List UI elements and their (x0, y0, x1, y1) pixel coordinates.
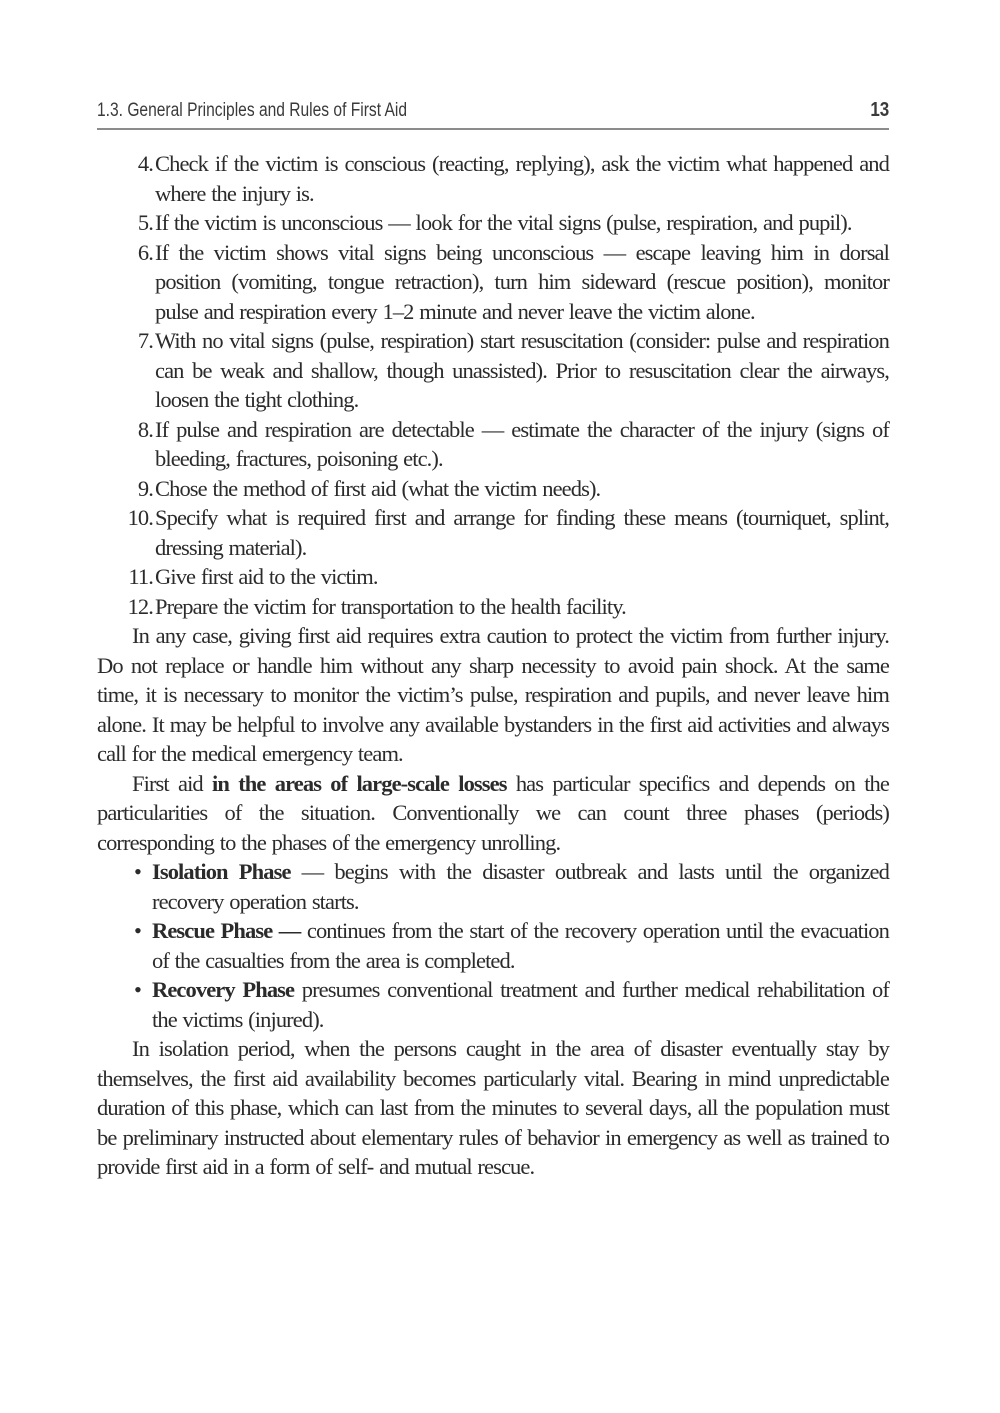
phase-term: Recovery Phase (152, 977, 295, 1002)
phase-text: — begins with the disaster outbreak and lasts until the organized recovery operation starts. (152, 859, 889, 914)
list-item-8 (97, 415, 889, 474)
page-number: 13 (870, 99, 889, 121)
list-item-12 (97, 592, 889, 622)
list-number: 11. (128, 564, 153, 589)
list-number: 10. (127, 505, 153, 530)
list-item-9 (97, 474, 889, 504)
list-item-text: If the victim is unconscious — look for the vital signs (pulse, respiration, and pupil). (155, 210, 852, 235)
emphasis-text: in the areas of large-scale losses (212, 770, 507, 796)
list-number: 9. (137, 475, 153, 501)
bullet-icon: • (134, 859, 141, 884)
list-item-text: If the victim shows vital signs being unconscious — escape leaving him in dorsal position (vomiting, tongue retraction), turn him sideward (rescue position), monitor pulse and respiration every 1–2 minute and never leave the victim alone. (155, 239, 889, 324)
numbered-list (97, 149, 889, 621)
list-item-text: Specify what is required first and arrange for finding these means (tourniquet, splint, dressing material). (155, 505, 889, 560)
phase-description (152, 975, 889, 1034)
list-number: 12. (127, 593, 153, 619)
paragraph-large-scale-losses (97, 769, 889, 858)
phase-description (152, 857, 889, 916)
phase-item-recovery (134, 975, 889, 1034)
list-number: 5. (137, 210, 153, 235)
list-item-text: Chose the method of first aid (what the victim needs). (155, 475, 601, 501)
bullet-icon: • (134, 977, 141, 1002)
phase-term: Isolation Phase (152, 859, 291, 884)
bullet-icon: • (134, 918, 141, 943)
list-number: 8. (137, 416, 153, 442)
page-header (97, 98, 889, 130)
list-item-text: Give first aid to the victim. (155, 564, 378, 589)
list-item-7 (97, 326, 889, 415)
list-item-text: Check if the victim is conscious (reacting, replying), ask the victim what happened and where the injury is. (155, 151, 889, 206)
paragraph-isolation-period: In isolation period, when the persons caught in the area of disaster eventually stay by themselves, the first aid availability becomes particularly vital. Bearing in mind unpredictable duration of this phase, which can last from the minutes to several days, all the population must be preliminary instructed about elementary rules of behavior in emergency as well as trained to provide first aid in a form of self- and mutual rescue. (97, 1036, 889, 1179)
phase-text: presumes conventional treatment and further medical rehabilitation of the victims (injured). (152, 977, 889, 1032)
list-number: 4. (137, 151, 153, 176)
list-item-4 (97, 149, 889, 208)
phase-description (152, 916, 889, 975)
list-item-text: Prepare the victim for transportation to the health facility. (155, 593, 626, 619)
list-item-10 (97, 503, 889, 562)
phase-term: Rescue Phase — (152, 918, 301, 943)
list-number: 7. (137, 328, 153, 353)
phase-item-isolation (134, 857, 889, 916)
phase-text: continues from the start of the recovery operation until the evacuation of the casualties from the area is completed. (152, 918, 889, 973)
list-item-6 (97, 238, 889, 327)
list-item-text: With no vital signs (pulse, respiration) start resuscitation (consider: pulse and respiration can be weak and shallow, though unassisted). Prior to resuscitation clear the airways, loosen the tight clothing. (155, 328, 889, 412)
paragraph-caution: In any case, giving first aid requires extra caution to protect the victim from further injury. Do not replace or handle him without any sharp necessity to avoid pain shock. At the same time, it is necessary to monitor the victim’s pulse, respiration and pupils, and never leave him alone. It may be helpful to involve any available bystanders in the first aid activities and always call for the medical emergency team. (97, 623, 889, 766)
phases-list (97, 857, 889, 1034)
paragraph-text: First aid (132, 770, 213, 796)
paragraph-text: has particular specifics and depends on the particularities of the situation. Conventionally we can count three phases (periods) corresponding to the phases of the emergency unrolling. (97, 770, 889, 855)
running-head: 1.3. General Principles and Rules of First Aid (97, 100, 408, 121)
list-item-5 (97, 208, 889, 238)
list-item-text: If pulse and respiration are detectable — estimate the character of the injury (signs of bleeding, fractures, poisoning etc.). (155, 416, 889, 471)
phase-item-rescue (134, 916, 889, 975)
list-item-11 (97, 562, 889, 592)
page-body (97, 149, 889, 1182)
list-number: 6. (137, 239, 153, 265)
